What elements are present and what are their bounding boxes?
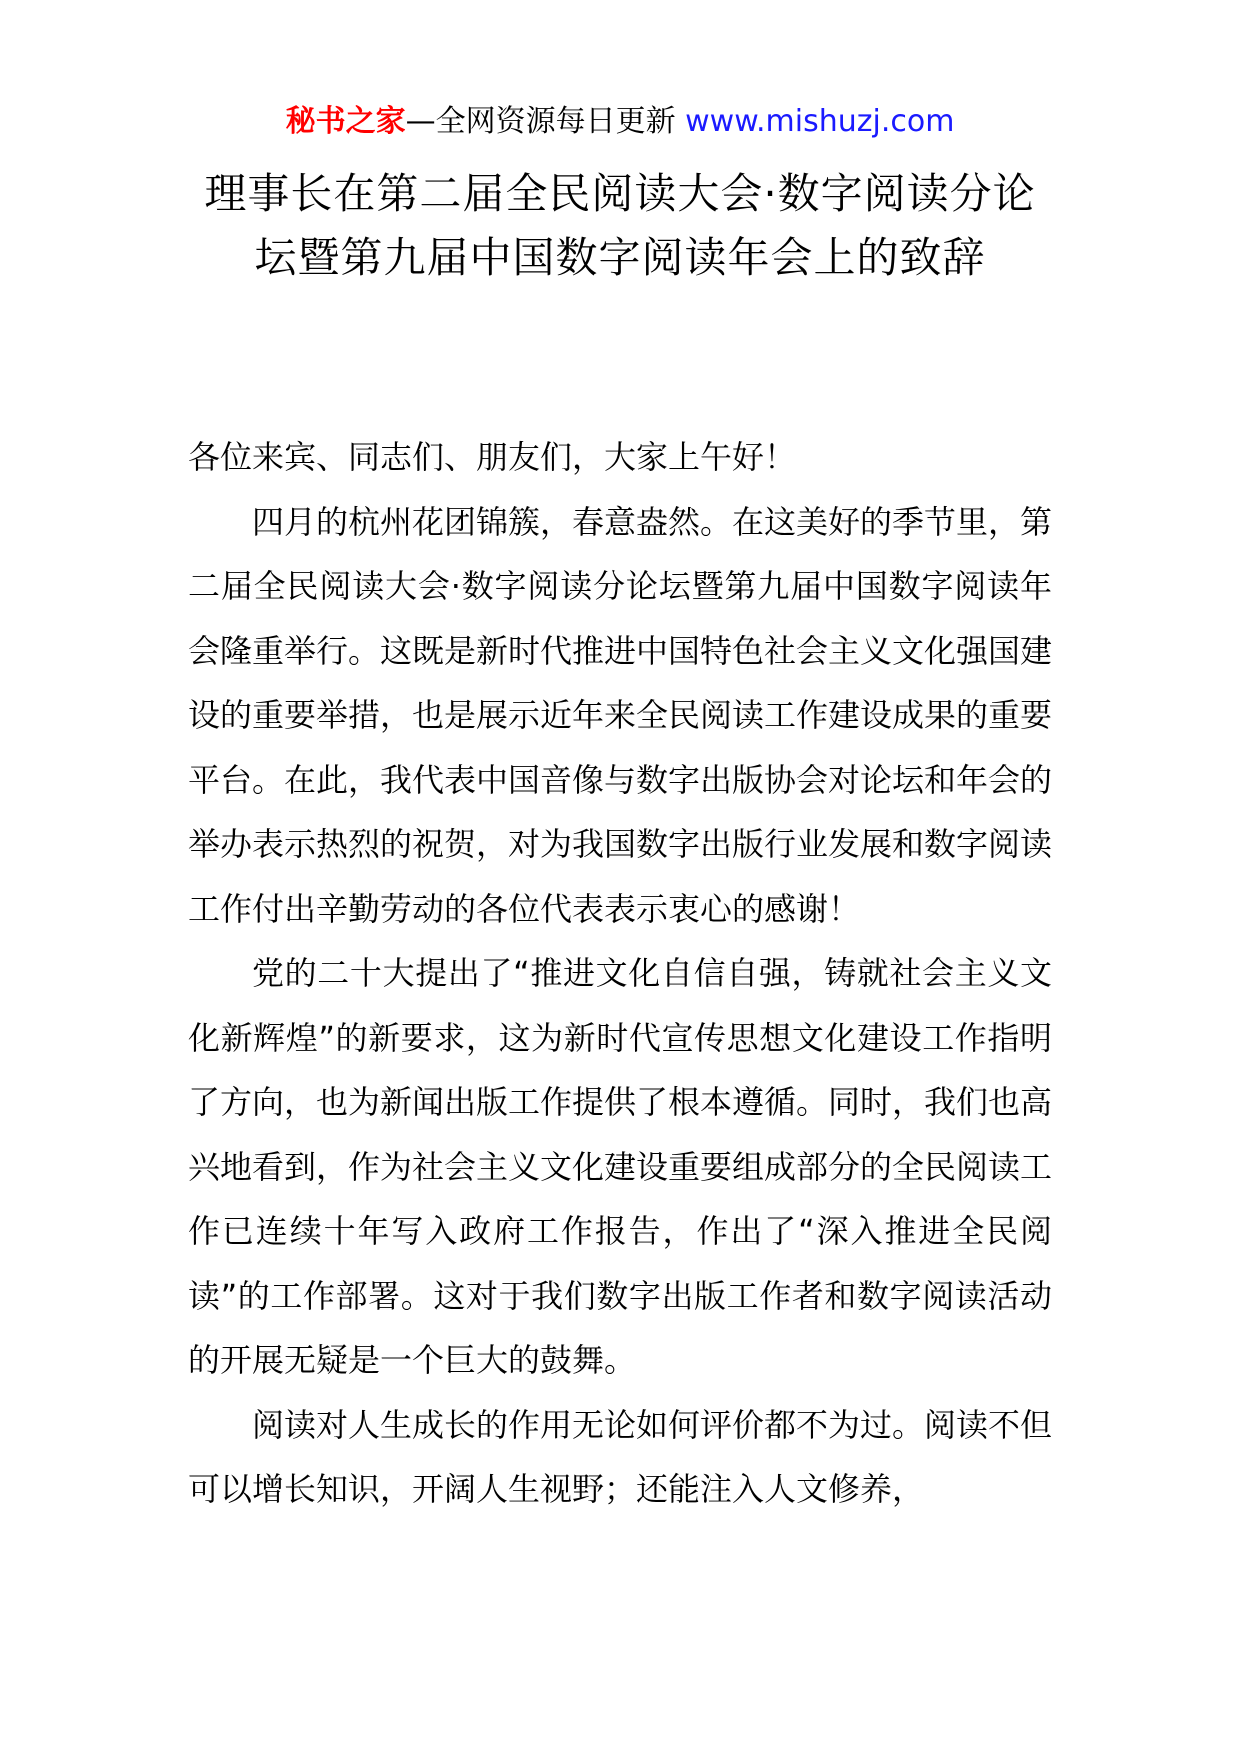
- salutation: 各位来宾、同志们、朋友们，大家上午好！: [188, 438, 797, 476]
- header-tagline: —全网资源每日更新: [405, 104, 676, 139]
- document-body: [188, 425, 1052, 1522]
- paragraph-3: 阅读对人生成长的作用无论如何评价都不为过。阅读不但可以增长知识，开阔人生视野；还能注入人文修养，: [188, 1405, 1053, 1508]
- paragraph-2: 党的二十大提出了“推进文化自信自强，铸就社会主义文化新辉煌”的新要求，这为新时代宣传思想文化建设工作指明了方向，也为新闻出版工作提供了根本遵循。同时，我们也高兴地看到，作为社会主义文化建设重要组成部分的全民阅读工作已连续十年写入政府工作报告，作出了“深入推进全民阅读”的工作部署。这对于我们数字出版工作者和数字阅读活动的开展无疑是一个巨大的鼓舞。: [188, 954, 1053, 1379]
- paragraph-1: 四月的杭州花团锦簇，春意盎然。在这美好的季节里，第二届全民阅读大会·数字阅读分论坛暨第九届中国数字阅读年会隆重举行。这既是新时代推进中国特色社会主义文化强国建设的重要举措，也是展示近年来全民阅读工作建设成果的重要平台。在此，我代表中国音像与数字出版协会对论坛和年会的举办表示热烈的祝贺，对为我国数字出版行业发展和数字阅读工作付出辛勤劳动的各位代表表示衷心的感谢！: [188, 502, 1053, 928]
- brand-name: 秘书之家: [285, 104, 406, 139]
- document-title: 理事长在第二届全民阅读大会·数字阅读分论坛暨第九届中国数字阅读年会上的致辞: [204, 169, 1036, 282]
- site-header: [0, 100, 1240, 144]
- site-url-link[interactable]: www.mishuzj.com: [685, 104, 955, 139]
